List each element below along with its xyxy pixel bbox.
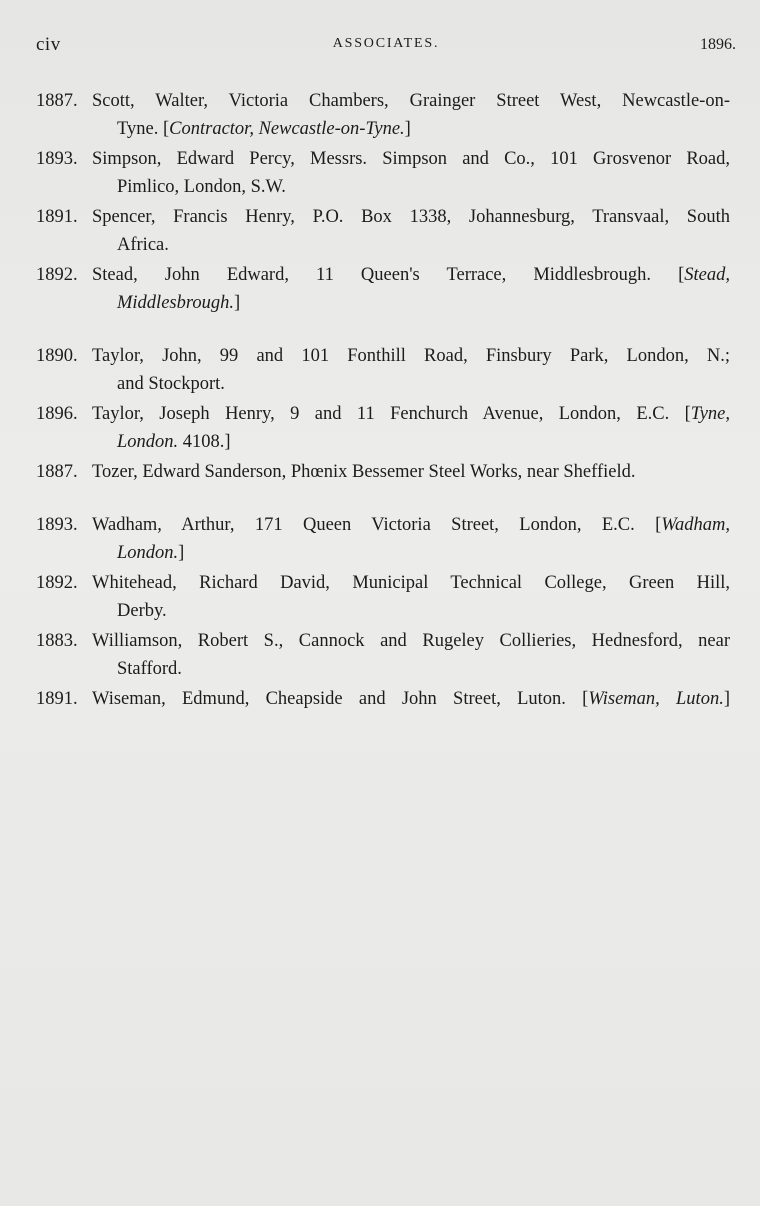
entry-year: 1893. <box>36 515 78 535</box>
list-item <box>36 458 730 486</box>
list-item <box>36 342 730 398</box>
entry-continuation: Derby. <box>117 601 167 621</box>
entry-year: 1890. <box>36 346 78 366</box>
list-item <box>36 569 730 625</box>
entry-year: 1893. <box>36 149 78 169</box>
telegraphic-address: Wiseman, Luton. <box>588 689 724 709</box>
list-item <box>36 511 730 567</box>
entry-text: Scott, Walter, Victoria Chambers, Grainger Street West, Newcastle-on- <box>92 91 730 111</box>
entry-text: Taylor, Joseph Henry, 9 and 11 Fenchurch Avenue, London, E.C. [Tyne, <box>92 404 731 424</box>
entry-year: 1883. <box>36 631 78 651</box>
entry-year: 1891. <box>36 689 78 709</box>
entry-text: Stead, John Edward, 11 Queen's Terrace, Middlesbrough. [Stead, <box>92 265 731 285</box>
list-item <box>36 87 730 143</box>
list-item <box>36 627 730 683</box>
entry-year: 1896. <box>36 404 78 424</box>
entry-text: Williamson, Robert S., Cannock and Rugeley Collieries, Hednesford, near <box>92 631 730 651</box>
entry-continuation: Stafford. <box>117 659 182 679</box>
entry-year: 1892. <box>36 573 78 593</box>
list-item <box>36 261 730 317</box>
entry-continuation: and Stockport. <box>117 374 225 394</box>
running-head <box>36 34 736 58</box>
entry-text: Taylor, John, 99 and 101 Fonthill Road, Finsbury Park, London, N.; <box>92 346 730 366</box>
header-year: 1896. <box>700 36 736 53</box>
list-item <box>36 145 730 201</box>
entry-continuation: Tyne. [Contractor, Newcastle-on-Tyne.] <box>117 119 411 139</box>
telegraphic-address: Contractor, Newcastle-on-Tyne. <box>169 119 405 139</box>
entry-year: 1891. <box>36 207 78 227</box>
entry-text: Whitehead, Richard David, Municipal Technical College, Green Hill, <box>92 573 730 593</box>
entry-continuation: Africa. <box>117 235 169 255</box>
telegraphic-address: Stead, <box>684 265 731 285</box>
list-item <box>36 400 730 456</box>
telegraphic-address: Tyne, <box>690 404 731 424</box>
list-item <box>36 685 730 713</box>
telegraphic-address: Wadham, <box>661 515 730 535</box>
entry-continuation: London.] <box>117 543 185 563</box>
entry-year: 1887. <box>36 91 78 111</box>
entry-text: Spencer, Francis Henry, P.O. Box 1338, Johannesburg, Transvaal, South <box>92 207 730 227</box>
entry-text: Wiseman, Edmund, Cheapside and John Street, Luton. [Wiseman, Luton.] <box>92 689 730 709</box>
entry-text: Simpson, Edward Percy, Messrs. Simpson and Co., 101 Grosvenor Road, <box>92 149 730 169</box>
list-item <box>36 203 730 259</box>
entry-year: 1892. <box>36 265 78 285</box>
entry-year: 1887. <box>36 462 78 482</box>
entry-continuation: London. 4108.] <box>117 432 231 452</box>
associates-list <box>36 87 730 715</box>
page-number: civ <box>36 34 61 55</box>
entry-text: Wadham, Arthur, 171 Queen Victoria Street, London, E.C. [Wadham, <box>92 515 730 535</box>
entry-continuation: Middlesbrough.] <box>117 293 241 313</box>
page-title: ASSOCIATES. <box>332 36 440 51</box>
entry-continuation: Pimlico, London, S.W. <box>117 177 286 197</box>
entry-text: Tozer, Edward Sanderson, Phœnix Bessemer Steel Works, near Sheffield. <box>92 462 636 482</box>
